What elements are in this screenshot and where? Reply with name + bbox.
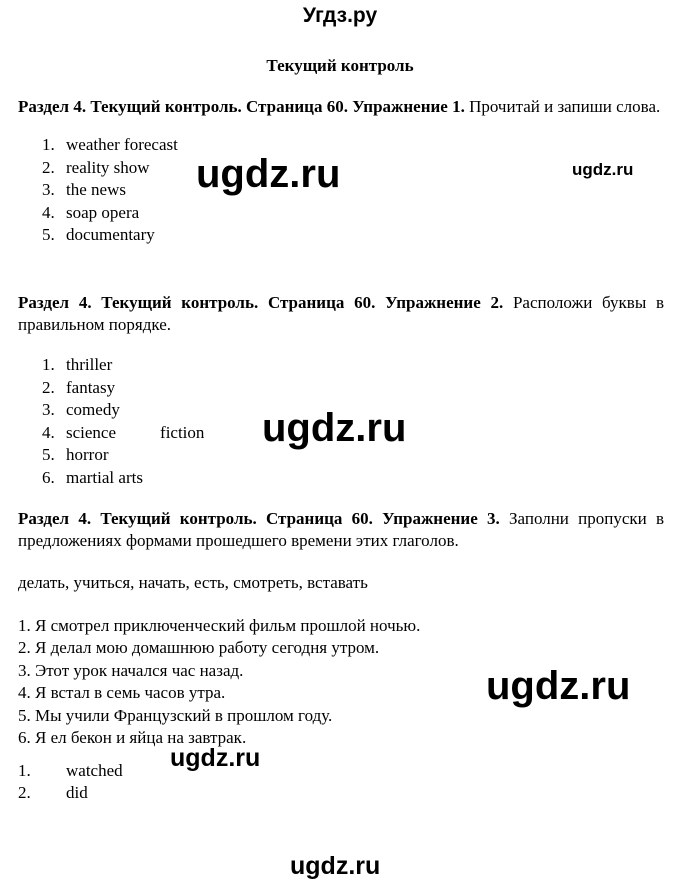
site-title: Угдз.ру <box>302 4 378 27</box>
page-title: Текущий контроль <box>266 56 414 75</box>
list-item: 1. thriller <box>42 355 113 374</box>
watermark: ugdz.ru <box>262 406 407 450</box>
exercise-2 <box>18 292 664 489</box>
list-item: 4. soap opera <box>42 202 140 222</box>
exercise-3-task <box>18 508 664 552</box>
sentence: 6. Я ел бекон и яйца на завтрак. <box>18 728 247 747</box>
exercise-1 <box>18 96 664 247</box>
list-item: 5. documentary <box>42 225 155 244</box>
list-item: 3. the news <box>42 180 126 199</box>
exercise-2-task <box>18 292 664 336</box>
exercise-2-instruction: Расположи буквы в правильном порядке. <box>18 293 664 334</box>
watermark: ugdz.ru <box>170 744 261 772</box>
list-item: 2. fantasy <box>42 377 116 397</box>
watermark: ugdz.ru <box>486 664 631 708</box>
list-item: 2. reality show <box>42 157 150 177</box>
list-item: 4. science fiction <box>42 422 205 442</box>
exercise-1-answers <box>18 134 664 247</box>
exercise-3-instruction: Заполни пропуски в предложениях формами прошедшего времени этих глаголов. <box>18 509 665 550</box>
sentence: 3. Этот урок начался час назад. <box>18 660 244 680</box>
exercise-1-instruction: Прочитай и запиши слова. <box>469 97 661 116</box>
list-item: 1. watched <box>18 760 123 780</box>
verb-list: делать, учиться, начать, есть, смотреть, вставать <box>18 573 368 592</box>
watermark: ugdz.ru <box>572 160 634 179</box>
sentence: 2. Я делал мою домашнюю работу сегодня утром. <box>18 638 380 657</box>
exercise-2-heading: Раздел 4. Текущий контроль. Страница 60. Упражнение 2. <box>18 293 504 312</box>
list-item: 1. weather forecast <box>42 135 178 154</box>
sentence: 5. Мы учили Французский в прошлом году. <box>18 705 333 725</box>
watermark: ugdz.ru <box>290 852 381 880</box>
sentence: 1. Я смотрел приключенческий фильм прошлой ночью. <box>18 615 421 635</box>
list-item: 3. comedy <box>42 400 120 419</box>
watermark: ugdz.ru <box>196 152 341 196</box>
exercise-3 <box>18 508 664 805</box>
list-item: 6. martial arts <box>42 467 143 487</box>
exercise-1-heading: Раздел 4. Текущий контроль. Страница 60. Упражнение 1. <box>18 97 465 116</box>
sentence: 4. Я встал в семь часов утра. <box>18 683 226 702</box>
exercise-1-task <box>18 96 664 118</box>
list-item: 2. did <box>18 783 88 802</box>
list-item: 5. horror <box>42 445 109 464</box>
exercise-3-answers <box>18 760 664 805</box>
exercise-3-heading: Раздел 4. Текущий контроль. Страница 60. Упражнение 3. <box>18 509 500 528</box>
